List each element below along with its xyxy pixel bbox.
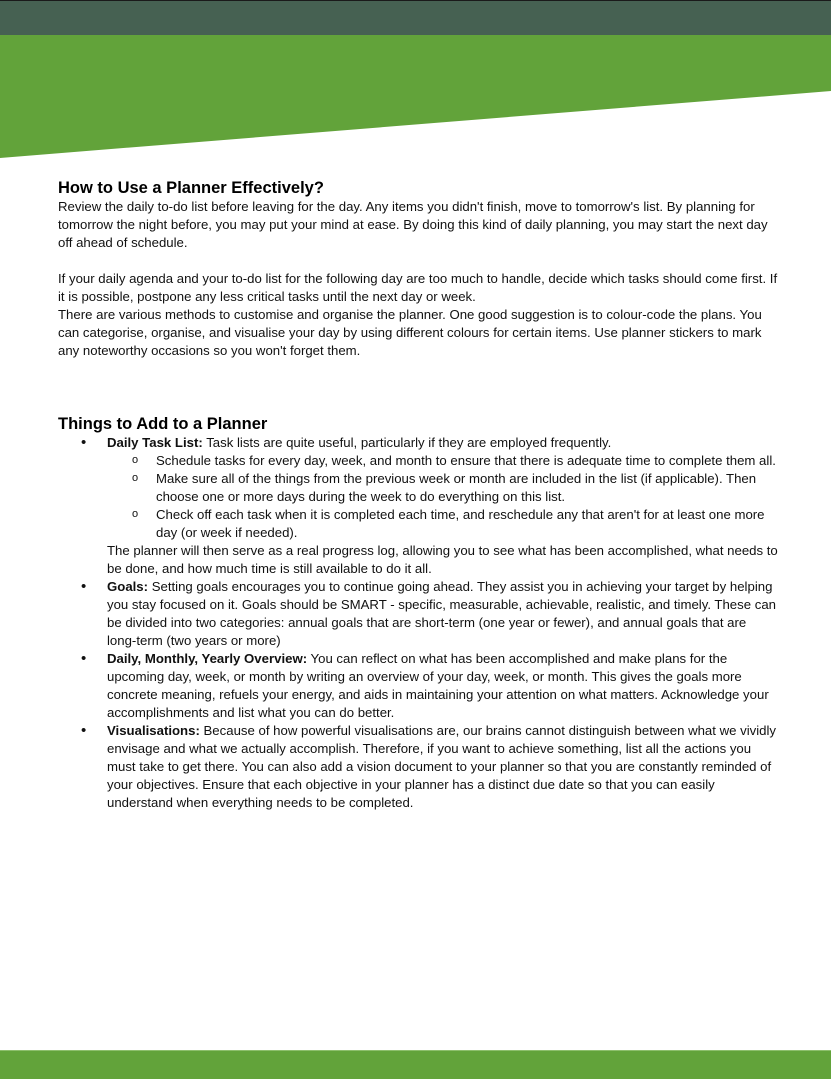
item-text: Setting goals encourages you to continue going ahead. They assist you in achieving your target by helping you stay focused on it. Goals should be SMART - specific, measurable, achievable, realistic, and timely. These can be divided into two categories: annual goals that are short-term (one year or fewer), and annual goals that are long-term (two years or more) [107, 579, 776, 648]
sub-list-item: o Check off each task when it is completed each time, and reschedule any that aren't for at least one more day (or week if needed). [107, 506, 778, 542]
paragraph: If your daily agenda and your to-do list for the following day are too much to handle, decide which tasks should come first. If it is possible, postpone any less critical tasks until the next day or week. [58, 271, 778, 304]
item-text: You can reflect on what has been accomplished and make plans for the upcoming day, week, or month by writing an overview of your day, week, or month. This gives the goals more concrete meaning, refuels your energy, and aids in maintaining your attention on what matters. Acknowledge your accomplishments and list what you can do better. [107, 651, 769, 720]
item-label: Daily, Monthly, Yearly Overview: [107, 651, 308, 666]
document-body [58, 178, 778, 812]
list-item-daily-task-list [58, 434, 778, 578]
header-dark-band [0, 0, 831, 35]
item-label: Visualisations: [107, 723, 200, 738]
list-item-overview [58, 650, 778, 722]
item-text: Task lists are quite useful, particularly if they are employed frequently. [202, 435, 612, 450]
item-text: Because of how powerful visualisations are, our brains cannot distinguish between what we vividly envisage and what we actually accomplish. Therefore, if you want to achieve something, list all the actions you must take to get there. You can also add a vision document to your planner so that you are constantly reminded of your objectives. Ensure that each objective in your planner has a distinct due date so that you can easily understand when everything needs to be completed. [107, 723, 777, 810]
item-label: Daily Task List: [107, 435, 203, 450]
list-item-visualisations [58, 722, 778, 812]
sub-list-item: o Make sure all of the things from the previous week or month are included in the list (if applicable). Then choose one or more days during the week to do everything on this list. [107, 470, 778, 506]
section-heading-how-to-use: How to Use a Planner Effectively? [58, 179, 324, 197]
bullet-list [58, 434, 778, 812]
paragraph: There are various methods to customise and organise the planner. One good suggestion is to colour-code the plans. You can categorise, organise, and visualise your day by using different colours for certain items. Use planner stickers to mark any noteworthy occasions so you won't forget them. [58, 307, 762, 358]
paragraph: Review the daily to-do list before leaving for the day. Any items you didn't finish, move to tomorrow's list. By planning for tomorrow the night before, you may put your mind at ease. By doing this kind of daily planning, you may start the next day off ahead of schedule. [58, 199, 768, 250]
footer-green-band [0, 1050, 831, 1079]
item-followup-text: The planner will then serve as a real progress log, allowing you to see what has been accomplished, what needs to be done, and how much time is still available to do it all. [107, 543, 778, 576]
section-heading-things-to-add: Things to Add to a Planner [58, 415, 268, 433]
sub-bullet-list [107, 452, 778, 542]
list-item-goals [58, 578, 778, 650]
sub-list-item: o Schedule tasks for every day, week, and month to ensure that there is adequate time to complete them all. [107, 452, 778, 470]
header-green-banner [0, 35, 831, 160]
item-label: Goals: [107, 579, 149, 594]
